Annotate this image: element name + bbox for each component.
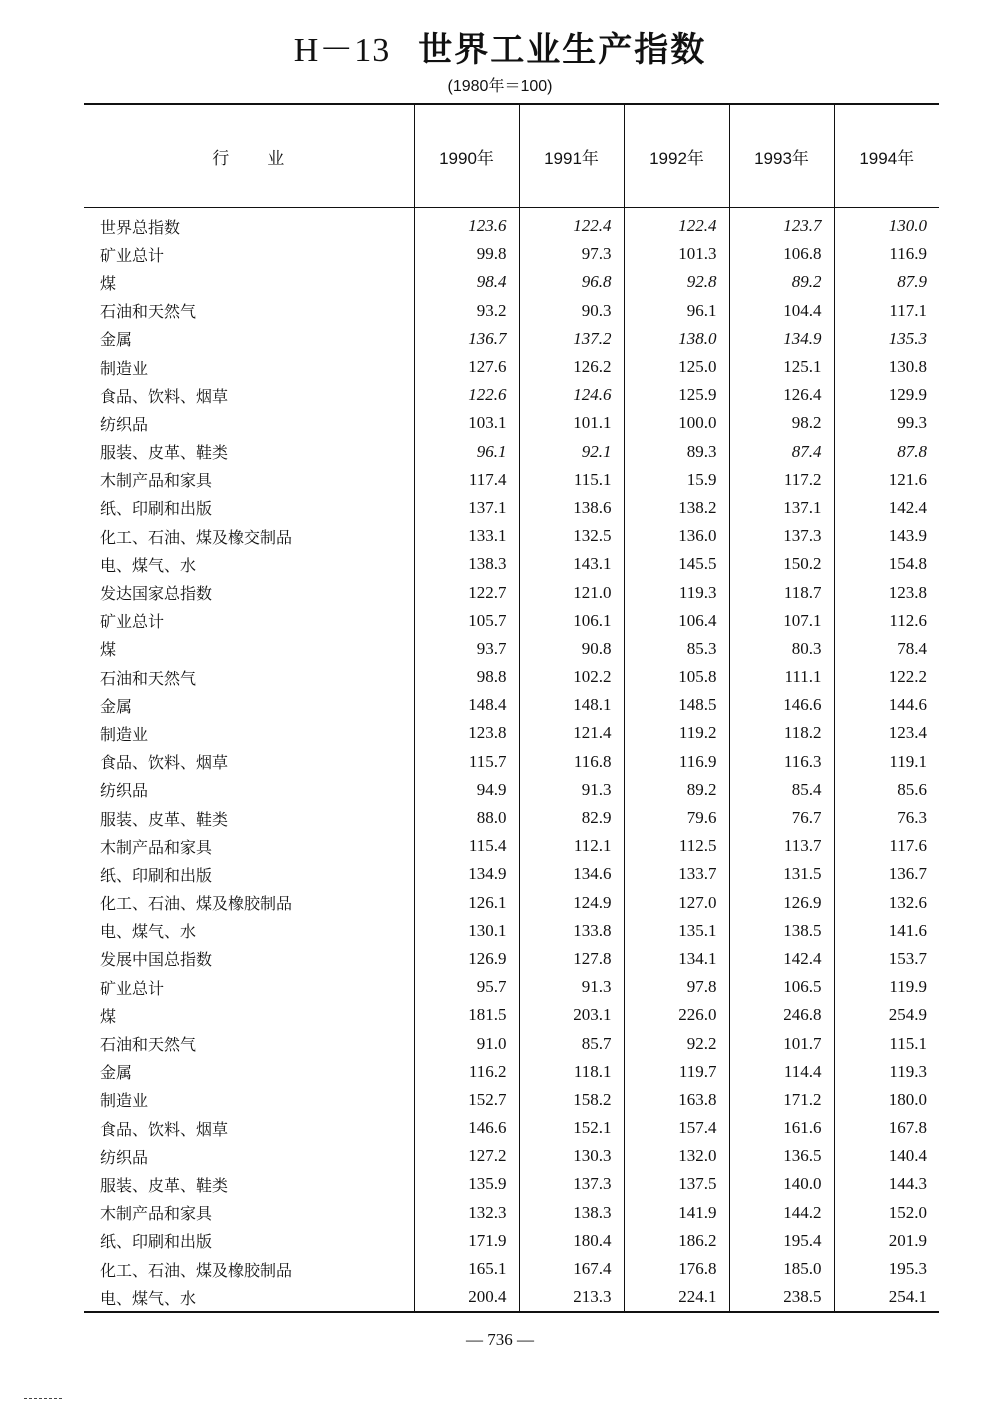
index-value: 123.8 — [414, 719, 519, 747]
index-value: 101.1 — [519, 409, 624, 437]
index-value: 89.2 — [729, 268, 834, 296]
index-value: 186.2 — [624, 1227, 729, 1255]
index-value: 87.4 — [729, 438, 834, 466]
index-value: 138.3 — [414, 550, 519, 578]
index-value: 135.1 — [624, 917, 729, 945]
header-year: 1990年 — [414, 104, 519, 208]
index-value: 116.3 — [729, 748, 834, 776]
industry-name: 世界总指数 — [100, 217, 181, 237]
index-value: 143.1 — [519, 550, 624, 578]
index-value: 180.0 — [834, 1086, 939, 1114]
index-value: 150.2 — [729, 550, 834, 578]
index-value: 122.6 — [414, 381, 519, 409]
table-title-text: 世界工业生产指数 — [418, 30, 707, 70]
industry-name: 食品、饮料、烟草 — [100, 753, 229, 773]
index-value: 117.2 — [729, 466, 834, 494]
index-value: 117.4 — [414, 466, 519, 494]
index-value: 246.8 — [729, 1001, 834, 1029]
index-value: 138.2 — [624, 494, 729, 522]
index-value: 91.3 — [519, 776, 624, 804]
index-value: 116.8 — [519, 748, 624, 776]
index-value: 115.4 — [414, 832, 519, 860]
industry-name: 纸、印刷和出版 — [100, 1232, 213, 1252]
index-value: 78.4 — [834, 635, 939, 663]
table-title — [0, 22, 1000, 71]
index-value: 85.7 — [519, 1029, 624, 1057]
index-value: 195.4 — [729, 1227, 834, 1255]
industry-name: 制造业 — [100, 1091, 149, 1111]
table-row — [84, 1255, 939, 1283]
index-value: 136.0 — [624, 522, 729, 550]
table-row — [84, 494, 939, 522]
index-value: 97.8 — [624, 973, 729, 1001]
index-value: 148.4 — [414, 691, 519, 719]
index-value: 119.9 — [834, 973, 939, 1001]
index-value: 126.4 — [729, 381, 834, 409]
index-value: 161.6 — [729, 1114, 834, 1142]
index-value: 176.8 — [624, 1255, 729, 1283]
scan-mark — [24, 1398, 62, 1399]
industry-name: 石油和天然气 — [100, 302, 197, 322]
index-value: 152.7 — [414, 1086, 519, 1114]
index-value: 127.6 — [414, 353, 519, 381]
index-value: 152.1 — [519, 1114, 624, 1142]
industry-name: 矿业总计 — [100, 245, 165, 265]
industry-name: 化工、石油、煤及橡胶制品 — [100, 894, 293, 914]
index-value: 114.4 — [729, 1058, 834, 1086]
industry-name: 矿业总计 — [100, 612, 165, 632]
industry-name: 石油和天然气 — [100, 1035, 197, 1055]
index-value: 92.2 — [624, 1029, 729, 1057]
index-value: 87.9 — [834, 268, 939, 296]
index-value: 119.2 — [624, 719, 729, 747]
index-value: 163.8 — [624, 1086, 729, 1114]
index-value: 89.3 — [624, 438, 729, 466]
index-value: 141.9 — [624, 1199, 729, 1227]
index-value: 98.2 — [729, 409, 834, 437]
index-value: 115.1 — [519, 466, 624, 494]
index-value: 165.1 — [414, 1255, 519, 1283]
index-value: 103.1 — [414, 409, 519, 437]
industry-name: 制造业 — [100, 724, 149, 744]
index-value: 116.9 — [624, 748, 729, 776]
index-value: 91.3 — [519, 973, 624, 1001]
index-value: 105.8 — [624, 663, 729, 691]
index-value: 254.9 — [834, 1001, 939, 1029]
industry-name: 服装、皮革、鞋类 — [100, 1175, 229, 1195]
industry-name: 化工、石油、煤及橡胶制品 — [100, 1260, 293, 1280]
table-header — [84, 104, 939, 208]
table-row — [84, 917, 939, 945]
index-value: 127.0 — [624, 889, 729, 917]
table-row — [84, 240, 939, 268]
table-row — [84, 1227, 939, 1255]
index-value: 93.7 — [414, 635, 519, 663]
index-value: 125.0 — [624, 353, 729, 381]
industry-name: 木制产品和家具 — [100, 837, 213, 857]
index-value: 112.5 — [624, 832, 729, 860]
industry-name: 金属 — [100, 330, 133, 350]
table-row — [84, 945, 939, 973]
header-year: 1994年 — [834, 104, 939, 208]
table-row — [84, 607, 939, 635]
index-value: 89.2 — [624, 776, 729, 804]
index-value: 85.3 — [624, 635, 729, 663]
index-value: 140.4 — [834, 1142, 939, 1170]
industry-name: 电、煤气、水 — [100, 555, 197, 575]
table-row — [84, 691, 939, 719]
index-value: 134.1 — [624, 945, 729, 973]
industry-name: 制造业 — [100, 358, 149, 378]
industry-name: 木制产品和家具 — [100, 1204, 213, 1224]
table-subtitle: (1980年＝100) — [447, 78, 553, 95]
table-row — [84, 522, 939, 550]
header-year: 1991年 — [519, 104, 624, 208]
industry-name: 食品、饮料、烟草 — [100, 386, 229, 406]
index-value: 102.2 — [519, 663, 624, 691]
index-value: 135.9 — [414, 1170, 519, 1198]
index-value: 132.3 — [414, 1199, 519, 1227]
table-row — [84, 804, 939, 832]
index-value: 95.7 — [414, 973, 519, 1001]
index-value: 122.4 — [624, 208, 729, 241]
index-value: 112.1 — [519, 832, 624, 860]
page-number: — 736 — — [466, 1330, 534, 1349]
index-value: 133.7 — [624, 860, 729, 888]
index-value: 137.3 — [519, 1170, 624, 1198]
industry-name: 纸、印刷和出版 — [100, 499, 213, 519]
table-row — [84, 381, 939, 409]
index-value: 136.7 — [414, 325, 519, 353]
index-value: 126.9 — [414, 945, 519, 973]
index-value: 167.4 — [519, 1255, 624, 1283]
index-value: 122.4 — [519, 208, 624, 241]
index-value: 130.1 — [414, 917, 519, 945]
index-value: 153.7 — [834, 945, 939, 973]
index-value: 203.1 — [519, 1001, 624, 1029]
index-value: 92.8 — [624, 268, 729, 296]
table-row — [84, 1283, 939, 1312]
table-row — [84, 353, 939, 381]
index-value: 185.0 — [729, 1255, 834, 1283]
index-value: 132.5 — [519, 522, 624, 550]
index-value: 129.9 — [834, 381, 939, 409]
index-value: 132.0 — [624, 1142, 729, 1170]
index-value: 171.9 — [414, 1227, 519, 1255]
table-code: H－13 — [293, 32, 391, 69]
index-value: 117.6 — [834, 832, 939, 860]
index-value: 122.2 — [834, 663, 939, 691]
index-value: 132.6 — [834, 889, 939, 917]
industrial-index-table — [84, 103, 939, 1313]
index-value: 119.7 — [624, 1058, 729, 1086]
table-row — [84, 325, 939, 353]
index-value: 118.2 — [729, 719, 834, 747]
index-value: 140.0 — [729, 1170, 834, 1198]
table-row — [84, 438, 939, 466]
index-value: 127.2 — [414, 1142, 519, 1170]
index-value: 137.3 — [729, 522, 834, 550]
index-value: 134.6 — [519, 860, 624, 888]
index-value: 133.8 — [519, 917, 624, 945]
index-value: 143.9 — [834, 522, 939, 550]
index-value: 123.7 — [729, 208, 834, 241]
index-value: 226.0 — [624, 1001, 729, 1029]
index-value: 121.6 — [834, 466, 939, 494]
index-value: 138.3 — [519, 1199, 624, 1227]
index-value: 98.4 — [414, 268, 519, 296]
index-value: 138.6 — [519, 494, 624, 522]
index-value: 82.9 — [519, 804, 624, 832]
index-value: 144.2 — [729, 1199, 834, 1227]
index-value: 116.9 — [834, 240, 939, 268]
index-value: 90.3 — [519, 297, 624, 325]
index-value: 134.9 — [729, 325, 834, 353]
industry-name: 金属 — [100, 696, 133, 716]
index-value: 167.8 — [834, 1114, 939, 1142]
industry-name: 纺织品 — [100, 781, 149, 801]
index-value: 85.4 — [729, 776, 834, 804]
index-value: 158.2 — [519, 1086, 624, 1114]
index-value: 254.1 — [834, 1283, 939, 1312]
index-value: 238.5 — [729, 1283, 834, 1312]
index-value: 99.8 — [414, 240, 519, 268]
index-value: 213.3 — [519, 1283, 624, 1312]
industry-name: 纺织品 — [100, 1147, 149, 1167]
index-value: 142.4 — [834, 494, 939, 522]
index-value: 101.7 — [729, 1029, 834, 1057]
index-value: 146.6 — [414, 1114, 519, 1142]
index-value: 106.1 — [519, 607, 624, 635]
industry-name: 发达国家总指数 — [100, 584, 213, 604]
industry-name: 煤 — [100, 1006, 117, 1026]
table-row — [84, 268, 939, 296]
index-value: 105.7 — [414, 607, 519, 635]
table-row — [84, 635, 939, 663]
index-value: 116.2 — [414, 1058, 519, 1086]
index-value: 91.0 — [414, 1029, 519, 1057]
index-value: 137.1 — [729, 494, 834, 522]
table-row — [84, 297, 939, 325]
industry-name: 煤 — [100, 273, 117, 293]
index-value: 106.5 — [729, 973, 834, 1001]
index-value: 92.1 — [519, 438, 624, 466]
index-value: 90.8 — [519, 635, 624, 663]
index-value: 201.9 — [834, 1227, 939, 1255]
header-year: 1993年 — [729, 104, 834, 208]
index-value: 180.4 — [519, 1227, 624, 1255]
index-value: 87.8 — [834, 438, 939, 466]
header-row — [84, 104, 939, 208]
index-value: 111.1 — [729, 663, 834, 691]
index-value: 79.6 — [624, 804, 729, 832]
index-value: 171.2 — [729, 1086, 834, 1114]
index-value: 123.6 — [414, 208, 519, 241]
header-industry: 行业 — [84, 104, 414, 208]
table-row — [84, 748, 939, 776]
index-value: 126.1 — [414, 889, 519, 917]
index-value: 137.5 — [624, 1170, 729, 1198]
table-row — [84, 1199, 939, 1227]
table-row — [84, 889, 939, 917]
industry-name: 石油和天然气 — [100, 668, 197, 688]
index-value: 142.4 — [729, 945, 834, 973]
industry-name: 矿业总计 — [100, 978, 165, 998]
table-row — [84, 208, 939, 241]
header-year: 1992年 — [624, 104, 729, 208]
index-value: 144.3 — [834, 1170, 939, 1198]
index-value: 200.4 — [414, 1283, 519, 1312]
index-value: 130.8 — [834, 353, 939, 381]
index-value: 131.5 — [729, 860, 834, 888]
index-value: 138.0 — [624, 325, 729, 353]
table-row — [84, 973, 939, 1001]
index-value: 119.3 — [624, 578, 729, 606]
index-value: 113.7 — [729, 832, 834, 860]
index-value: 136.7 — [834, 860, 939, 888]
index-value: 100.0 — [624, 409, 729, 437]
index-value: 121.0 — [519, 578, 624, 606]
index-value: 145.5 — [624, 550, 729, 578]
index-value: 134.9 — [414, 860, 519, 888]
index-value: 101.3 — [624, 240, 729, 268]
index-value: 181.5 — [414, 1001, 519, 1029]
table-row — [84, 860, 939, 888]
table-body — [84, 208, 939, 1313]
index-value: 133.1 — [414, 522, 519, 550]
industry-name: 纺织品 — [100, 414, 149, 434]
index-value: 106.4 — [624, 607, 729, 635]
index-value: 115.7 — [414, 748, 519, 776]
index-value: 106.8 — [729, 240, 834, 268]
index-value: 96.8 — [519, 268, 624, 296]
industry-name: 化工、石油、煤及橡交制品 — [100, 527, 293, 547]
index-value: 94.9 — [414, 776, 519, 804]
table-row — [84, 1058, 939, 1086]
table-row — [84, 1114, 939, 1142]
index-value: 96.1 — [414, 438, 519, 466]
index-value: 121.4 — [519, 719, 624, 747]
index-value: 130.3 — [519, 1142, 624, 1170]
index-value: 126.9 — [729, 889, 834, 917]
index-value: 107.1 — [729, 607, 834, 635]
industry-name: 发展中国总指数 — [100, 950, 213, 970]
table-row — [84, 1170, 939, 1198]
table-row — [84, 1086, 939, 1114]
table-row — [84, 832, 939, 860]
industry-name: 金属 — [100, 1063, 133, 1083]
index-value: 154.8 — [834, 550, 939, 578]
index-value: 15.9 — [624, 466, 729, 494]
index-value: 152.0 — [834, 1199, 939, 1227]
index-value: 96.1 — [624, 297, 729, 325]
industry-name: 木制产品和家具 — [100, 471, 213, 491]
index-value: 135.3 — [834, 325, 939, 353]
table-row — [84, 409, 939, 437]
table-row — [84, 1001, 939, 1029]
index-value: 104.4 — [729, 297, 834, 325]
index-value: 124.9 — [519, 889, 624, 917]
index-value: 118.1 — [519, 1058, 624, 1086]
industry-name: 食品、饮料、烟草 — [100, 1119, 229, 1139]
table-row — [84, 578, 939, 606]
index-value: 146.6 — [729, 691, 834, 719]
index-value: 115.1 — [834, 1029, 939, 1057]
index-value: 112.6 — [834, 607, 939, 635]
table-row — [84, 663, 939, 691]
index-value: 148.5 — [624, 691, 729, 719]
index-value: 127.8 — [519, 945, 624, 973]
index-value: 224.1 — [624, 1283, 729, 1312]
index-value: 117.1 — [834, 297, 939, 325]
index-value: 118.7 — [729, 578, 834, 606]
index-value: 144.6 — [834, 691, 939, 719]
index-value: 137.1 — [414, 494, 519, 522]
table-row — [84, 1029, 939, 1057]
index-value: 123.8 — [834, 578, 939, 606]
index-value: 124.6 — [519, 381, 624, 409]
index-value: 122.7 — [414, 578, 519, 606]
index-value: 148.1 — [519, 691, 624, 719]
index-value: 125.9 — [624, 381, 729, 409]
industry-name: 电、煤气、水 — [100, 922, 197, 942]
index-value: 141.6 — [834, 917, 939, 945]
index-value: 125.1 — [729, 353, 834, 381]
index-value: 85.6 — [834, 776, 939, 804]
table-row — [84, 1142, 939, 1170]
index-value: 138.5 — [729, 917, 834, 945]
index-value: 130.0 — [834, 208, 939, 241]
index-value: 119.1 — [834, 748, 939, 776]
industry-name: 煤 — [100, 640, 117, 660]
index-value: 88.0 — [414, 804, 519, 832]
table-row — [84, 719, 939, 747]
industry-name: 电、煤气、水 — [84, 1283, 414, 1312]
index-value: 119.3 — [834, 1058, 939, 1086]
table-row — [84, 550, 939, 578]
industry-name: 服装、皮革、鞋类 — [100, 809, 229, 829]
index-value: 80.3 — [729, 635, 834, 663]
table-row — [84, 776, 939, 804]
index-value: 97.3 — [519, 240, 624, 268]
index-value: 76.7 — [729, 804, 834, 832]
index-value: 98.8 — [414, 663, 519, 691]
index-value: 126.2 — [519, 353, 624, 381]
index-value: 99.3 — [834, 409, 939, 437]
index-value: 137.2 — [519, 325, 624, 353]
index-value: 136.5 — [729, 1142, 834, 1170]
index-value: 157.4 — [624, 1114, 729, 1142]
index-value: 123.4 — [834, 719, 939, 747]
industry-name: 服装、皮革、鞋类 — [100, 443, 229, 463]
index-value: 76.3 — [834, 804, 939, 832]
index-value: 93.2 — [414, 297, 519, 325]
industry-name: 纸、印刷和出版 — [100, 865, 213, 885]
table-row — [84, 466, 939, 494]
index-value: 195.3 — [834, 1255, 939, 1283]
